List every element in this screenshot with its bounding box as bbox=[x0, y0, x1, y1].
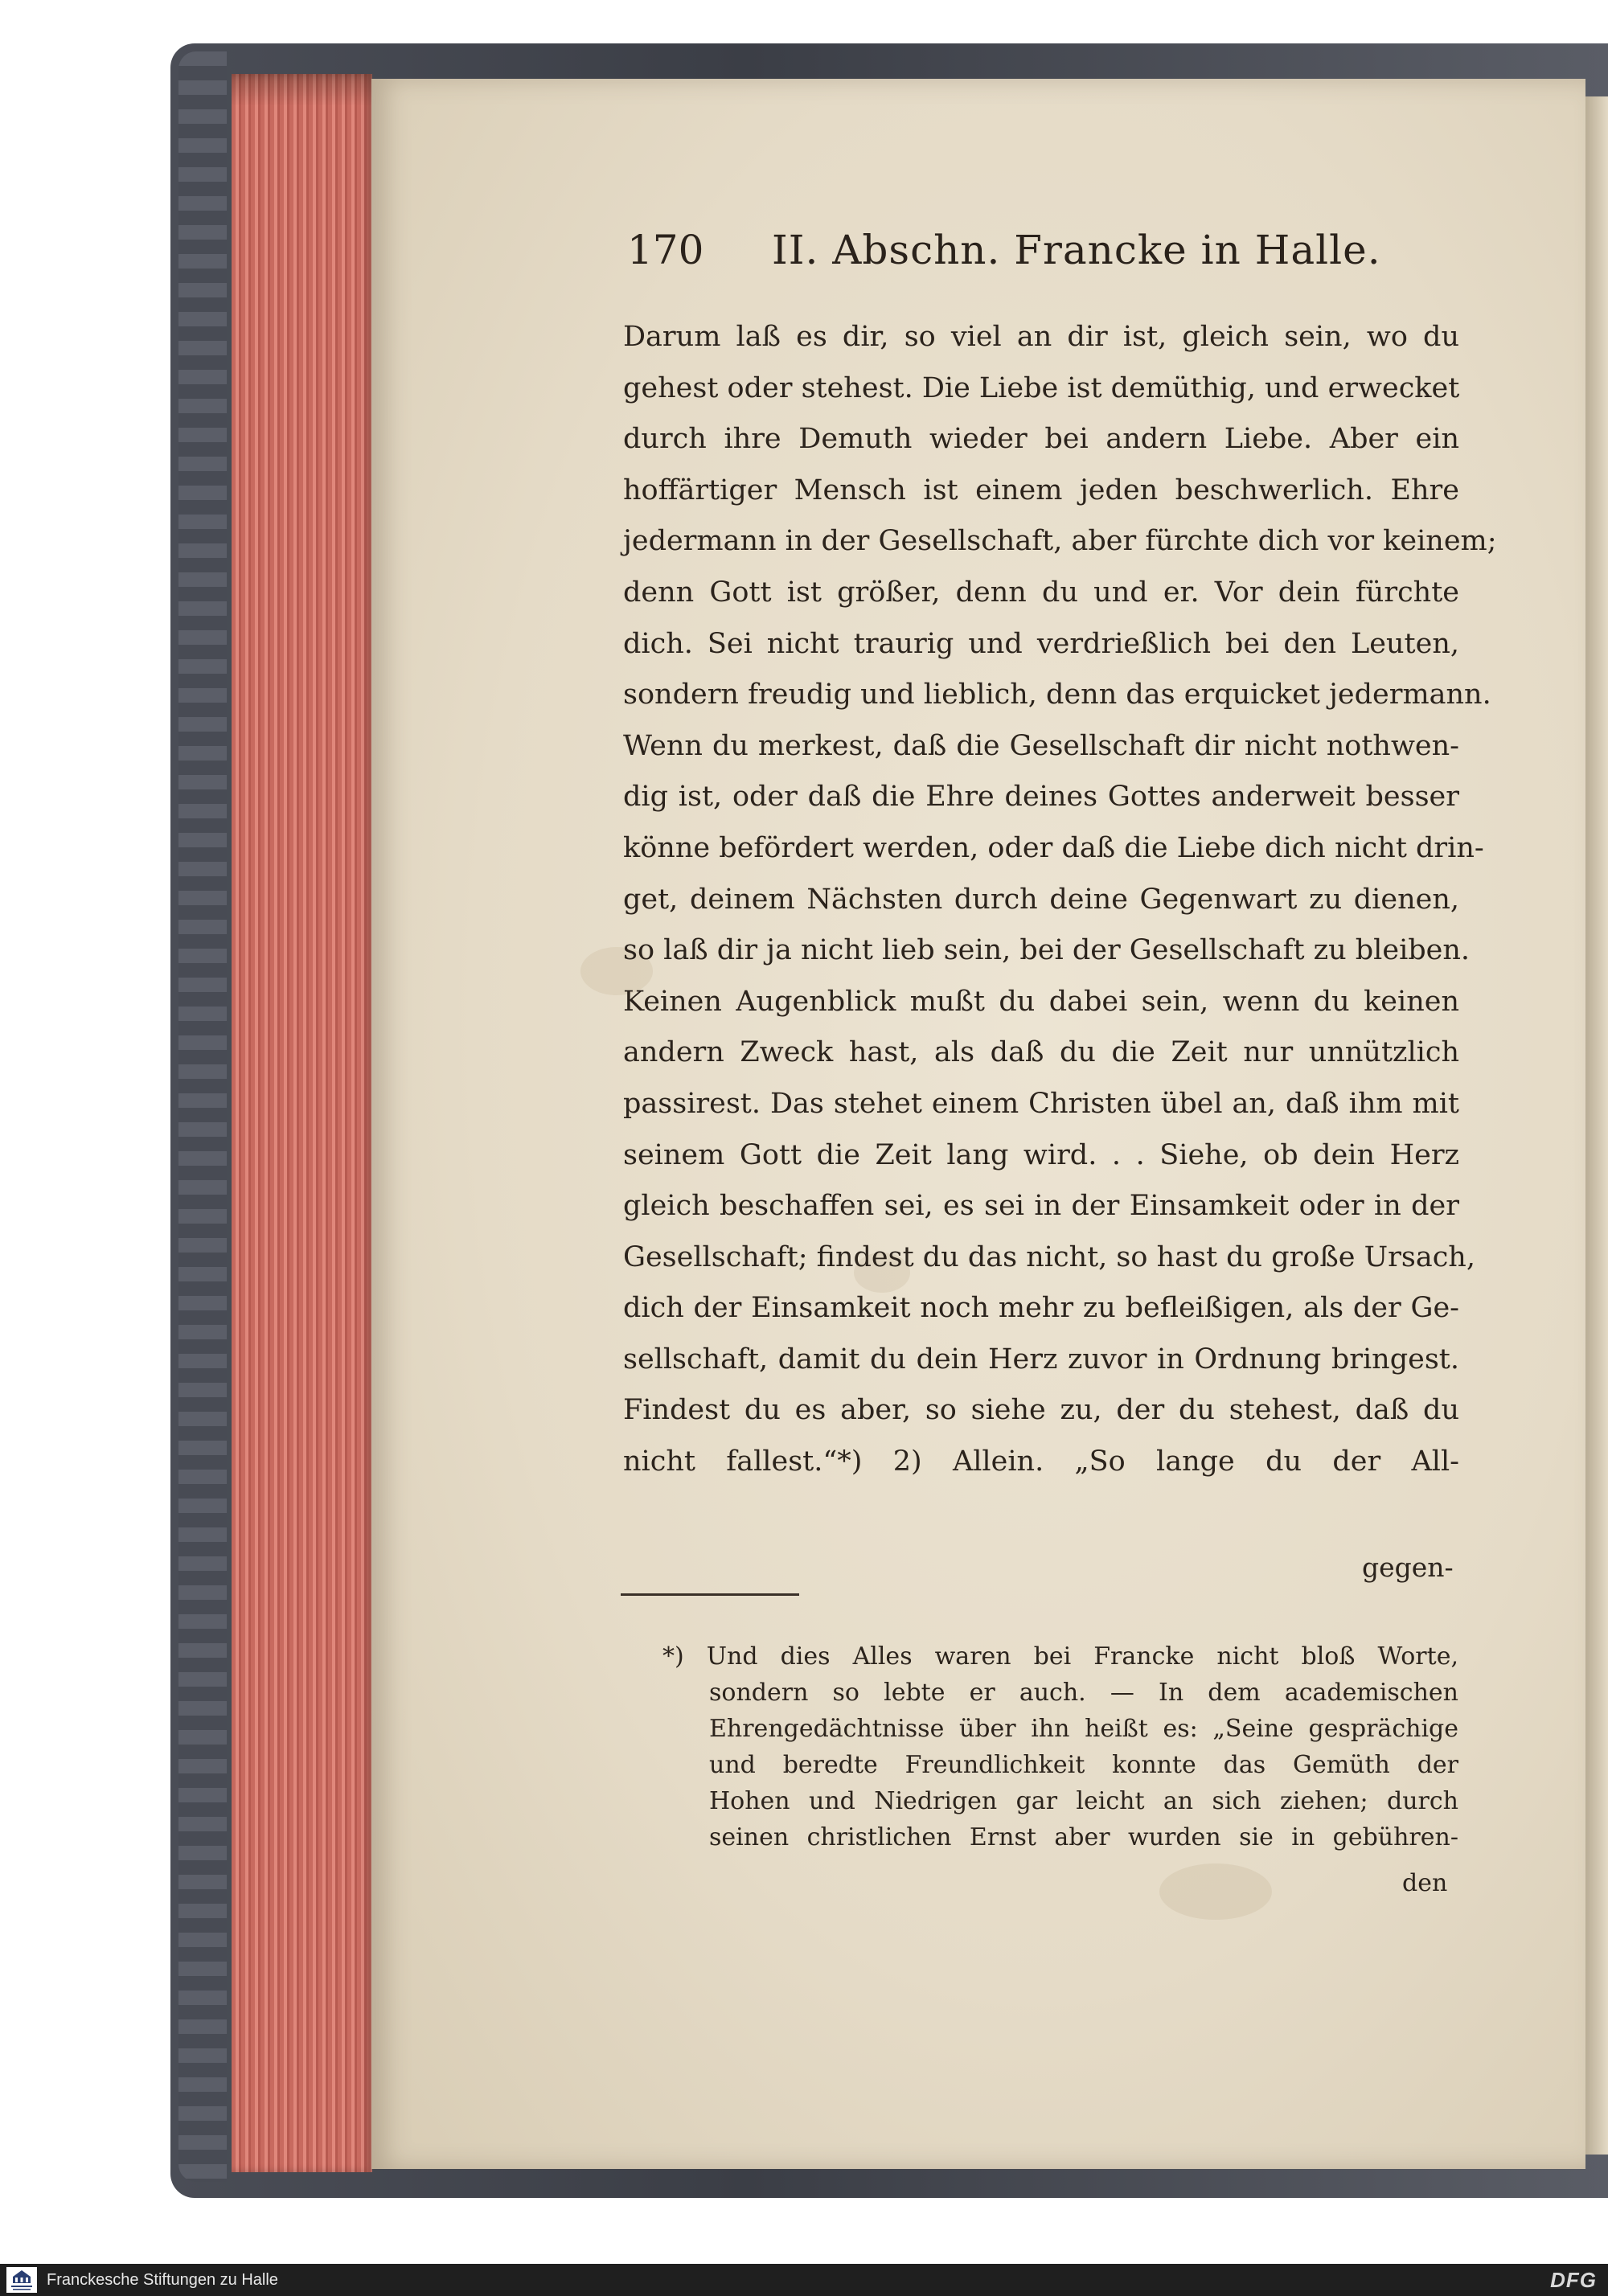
text-line: Keinen Augenblick mußt du dabei sein, wenn du keinen bbox=[623, 985, 1459, 1018]
running-head-title: II. Abschn. Francke in Halle. bbox=[772, 227, 1381, 273]
text-line: denn Gott ist größer, denn du und er. Vor dein fürchte bbox=[623, 576, 1459, 609]
catchword: gegen- bbox=[1362, 1552, 1454, 1583]
text-line: dig ist, oder daß die Ehre deines Gottes anderweit besser bbox=[623, 781, 1459, 814]
footnote-line: und beredte Freundlichkeit konnte das Gemüth der bbox=[709, 1751, 1458, 1779]
page-number: 170 bbox=[627, 227, 704, 273]
footnote-rule bbox=[621, 1593, 799, 1596]
text-line: seinem Gott die Zeit lang wird. . . Siehe, ob dein Herz bbox=[623, 1138, 1459, 1171]
viewer-footer-bar bbox=[0, 2264, 1608, 2296]
text-line: könne befördert werden, oder daß die Liebe dich nicht drin- bbox=[623, 831, 1484, 864]
text-line: dich der Einsamkeit noch mehr zu befleißigen, als der Ge- bbox=[623, 1292, 1459, 1325]
text-line: Darum laß es dir, so viel an dir ist, gleich sein, wo du bbox=[623, 321, 1459, 353]
text-line: so laß dir ja nicht lieb sein, bei der Gesellschaft zu bleiben. bbox=[623, 934, 1471, 967]
cover-spine-edge bbox=[178, 51, 227, 2182]
text-line: Findest du es aber, so siehe zu, der du stehest, daß du bbox=[623, 1394, 1459, 1427]
footnote-line: Ehrengedächtnisse über ihn heißt es: „Seine gesprächige bbox=[709, 1715, 1458, 1743]
text-line: gehest oder stehest. Die Liebe ist demüthig, und erwecket bbox=[623, 371, 1460, 404]
institution-name: Franckesche Stiftungen zu Halle bbox=[47, 2271, 278, 2289]
footnote-catchword: den bbox=[1402, 1869, 1448, 1897]
page-edges bbox=[232, 74, 372, 2172]
text-line: Wenn du merkest, daß die Gesellschaft dir nicht nothwen- bbox=[623, 729, 1459, 762]
text-line: hoffärtiger Mensch ist einem jeden beschwerlich. Ehre bbox=[623, 474, 1459, 506]
footnote-line: sondern so lebte er auch. — In dem academischen bbox=[709, 1679, 1458, 1707]
franckesche-stiftungen-logo-icon bbox=[6, 2267, 37, 2293]
running-head bbox=[627, 227, 1479, 291]
text-line: gleich beschaffen sei, es sei in der Einsamkeit oder in der bbox=[623, 1190, 1459, 1223]
text-line: passirest. Das stehet einem Christen übel an, daß ihm mit bbox=[623, 1087, 1459, 1120]
footnote-line: *) Und dies Alles waren bei Francke nicht bloß Worte, bbox=[662, 1642, 1458, 1671]
text-line: andern Zweck hast, als daß du die Zeit nur unnützlich bbox=[623, 1036, 1459, 1069]
text-line: dich. Sei nicht traurig und verdrießlich bei den Leuten, bbox=[623, 627, 1459, 660]
footnote-line: seinen christlichen Ernst aber wurden sie in gebühren- bbox=[709, 1823, 1458, 1851]
foxing-spot bbox=[1159, 1863, 1272, 1920]
text-line: sondern freudig und lieblich, denn das erquicket jedermann. bbox=[623, 679, 1491, 711]
text-line: durch ihre Demuth wieder bei andern Liebe. Aber ein bbox=[623, 423, 1459, 456]
body-text bbox=[623, 312, 1497, 1488]
facing-page-sliver bbox=[1585, 96, 1608, 2155]
text-line: sellschaft, damit du dein Herz zuvor in Ordnung bringest. bbox=[623, 1343, 1459, 1376]
dfg-logo: DFG bbox=[1550, 2268, 1597, 2292]
text-line: Gesellschaft; findest du das nicht, so hast du große Ursach, bbox=[623, 1240, 1475, 1273]
text-line: jedermann in der Gesellschaft, aber fürchte dich vor keinem; bbox=[623, 525, 1497, 558]
footnote-line: Hohen und Niedrigen gar leicht an sich ziehen; durch bbox=[709, 1787, 1458, 1815]
text-line: nicht fallest.“*) 2) Allein. „So lange du der All- bbox=[623, 1445, 1459, 1478]
footnote bbox=[662, 1638, 1458, 1855]
text-line: get, deinem Nächsten durch deine Gegenwart zu dienen, bbox=[623, 883, 1459, 916]
